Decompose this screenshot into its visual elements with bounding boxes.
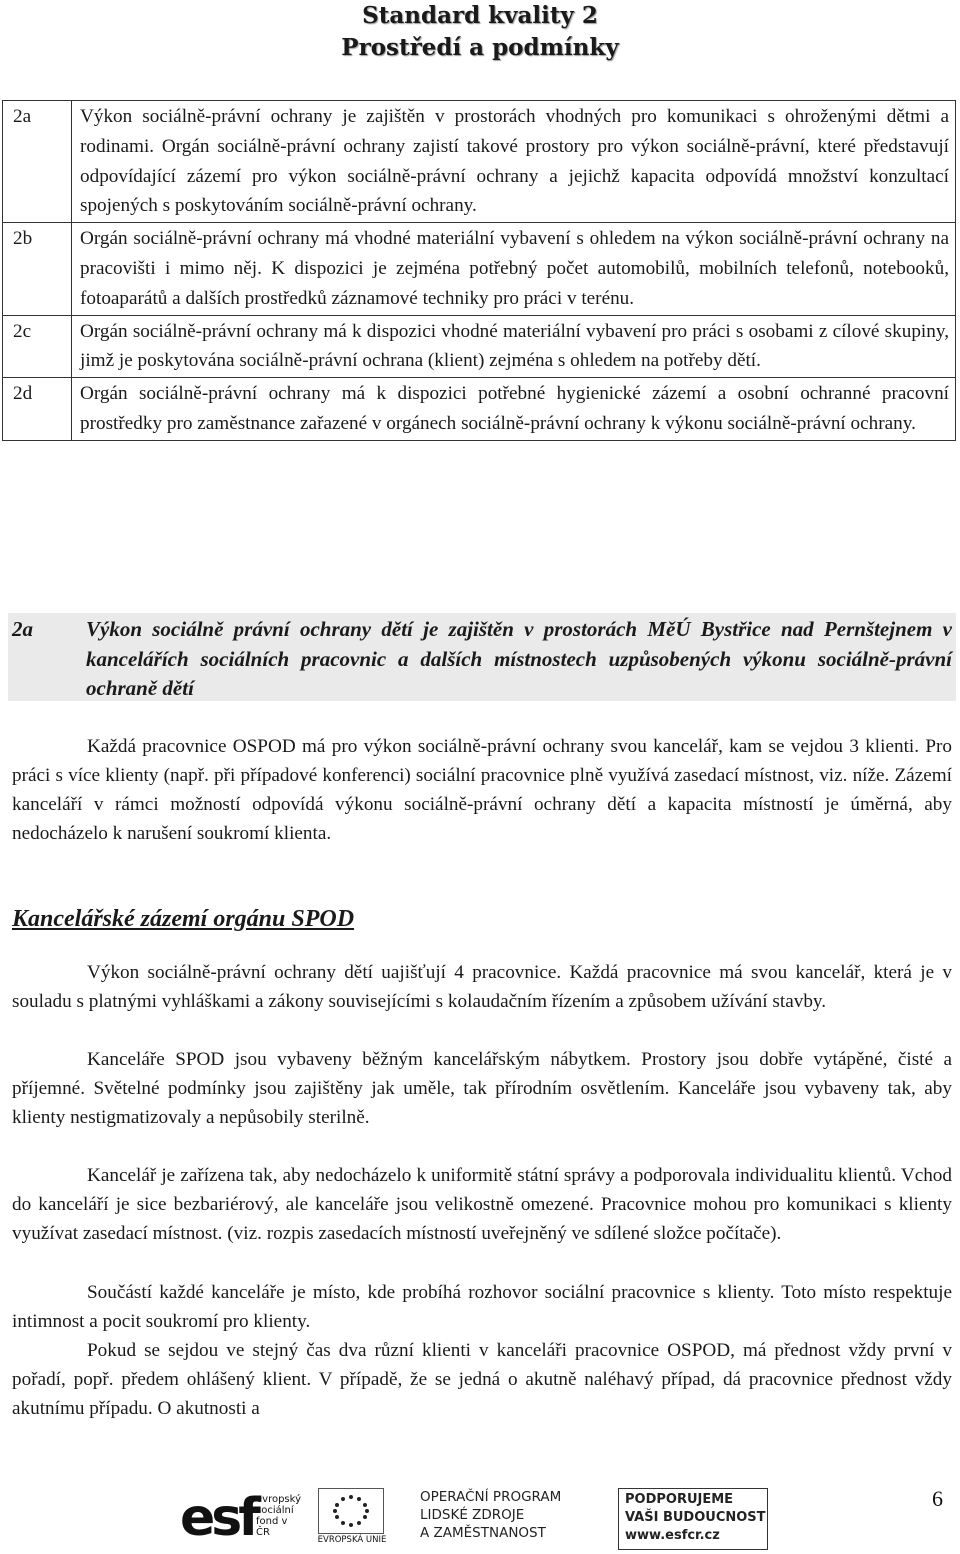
standard-code: 2a: [3, 101, 72, 223]
op-line: A ZAMĚSTNANOST: [420, 1525, 546, 1541]
page-subtitle: Prostředí a podmínky: [341, 34, 619, 61]
esf-caption-line: sociální: [256, 1505, 294, 1516]
eu-label: EVROPSKÁ UNIE: [317, 1535, 387, 1545]
paragraph: Výkon sociálně-právní ochrany dětí uajišťují 4 pracovnice. Každá pracovnice má svou kancelář, která je v souladu s platnými vyhláškami a zákony souvisejícími s kolaudačním řízením a způsobem užívání stavby.: [12, 962, 952, 1012]
table-row: [3, 223, 956, 315]
paragraph: Součástí každé kanceláře je místo, kde probíhá rozhovor sociální pracovnice s klienty. Toto místo respektuje intimnost a pocit soukromí pro klienty.: [12, 1282, 952, 1332]
page-number: 6: [932, 1486, 943, 1511]
standard-text: Orgán sociálně-právní ochrany má k dispozici vhodné materiální vybavení pro práci s osobami z cílové skupiny, jimž je poskytována sociálně-právní ochrana (klient) zejména s ohledem na potřeby dětí.: [72, 315, 956, 378]
section-heading: Kancelářské zázemí orgánu SPOD: [12, 906, 355, 932]
paragraph: Pokud se sejdou ve stejný čas dva různí klienti v kanceláři pracovnice OSPOD, má přednost vždy první v pořadí, popř. předem ohlášený klient. V případě, že se jedná o akutně naléhavý případ, dá pracovnice přednost vždy akutnímu případu. O akutnosti a: [12, 1340, 952, 1419]
esf-caption-line: fond v ČR: [256, 1516, 288, 1538]
op-line: LIDSKÉ ZDROJE: [420, 1507, 525, 1523]
standard-text: Orgán sociálně-právní ochrany má k dispozici potřebné hygienické zázemí a osobní ochranné pracovní prostředky pro zaměstnance zařazené v orgánech sociálně-právní ochrany k výkonu sociálně-právní ochrany.: [72, 378, 956, 441]
standard-text: Výkon sociálně-právní ochrany je zajištěn v prostorách vhodných pro komunikaci s ohroženými dětmi a rodinami. Orgán sociálně-právní ochrany zajistí takové prostory pro výkon sociálně-právní, které představují odpovídající zázemí pro výkon sociálně-právní ochrany a jejichž kapacita odpovídá množství konzultací spojených s poskytováním sociálně-právní ochrany.: [72, 101, 956, 223]
op-line: OPERAČNÍ PROGRAM: [420, 1489, 562, 1505]
op-logo: [420, 1488, 590, 1550]
paragraph: Kancelář je zařízena tak, aby nedocházelo k uniformitě státní správy a podporovala individualitu klientů. Vchod do kanceláří je sice bezbariérový, ale kanceláře jsou velikostně omezené. Pracovnice mohou pro komunikaci s klienty využívat zasedací místnost. (viz. rozpis zasedacích místností uveřejněný ve sdílené složce počítače).: [12, 1165, 952, 1244]
support-line: www.esfcr.cz: [625, 1528, 720, 1543]
standards-table: [2, 100, 956, 441]
table-row: [3, 378, 956, 441]
criterion-code: 2a: [12, 617, 33, 641]
table-row: [3, 315, 956, 378]
intro-paragraph: Každá pracovnice OSPOD má pro výkon sociálně-právní ochrany svou kancelář, kam se vejdou 3 klienti. Pro práci s více klienty (např. při případové konferenci) sociální pracovnice plně využívá zasedací místnost, viz. níže. Zázemí kanceláří v rámci možností odpovídá výkonu sociálně-právní ochrany dětí a kapacita místností je úměrná, aby nedocházelo k narušení soukromí klienta.: [12, 736, 952, 844]
eu-logo: [310, 1488, 390, 1548]
paragraph: Kanceláře SPOD jsou vybaveny běžným kancelářským nábytkem. Prostory jsou dobře vytápěné, čisté a příjemné. Světelné podmínky jsou zajištěny jak uměle, tak přírodním osvětlením. Kanceláře jsou vybaveny tak, aby klienty nestigmatizovaly a nepůsobily sterilně.: [12, 1049, 952, 1128]
standard-code: 2d: [3, 378, 72, 441]
esf-caption: [256, 1494, 301, 1538]
support-line: PODPORUJEME: [625, 1492, 734, 1507]
standard-code: 2c: [3, 315, 72, 378]
standard-code: 2b: [3, 223, 72, 315]
support-line: VAŠI BUDOUCNOST: [625, 1510, 766, 1525]
eu-flag-icon: [318, 1488, 384, 1534]
page-title: Standard kvality 2: [362, 2, 598, 29]
esf-logo: [180, 1488, 300, 1548]
page-header: [0, 0, 960, 64]
criterion-text: Výkon sociálně právní ochrany dětí je zajištěn v prostorách MěÚ Bystřice nad Pernštejnem v kancelářích sociálních pracovnic a dalších místnostech uzpůsobených výkonu sociálně-právní ochraně dětí: [86, 617, 952, 700]
criterion-heading: [8, 613, 956, 701]
table-row: [3, 101, 956, 223]
esf-mark: esf: [180, 1488, 257, 1548]
standard-text: Orgán sociálně-právní ochrany má vhodné materiální vybavení s ohledem na výkon sociálně-právní ochrany na pracovišti i mimo něj. K dispozici je zejména potřebný počet automobilů, mobilních telefonů, notebooků, fotoaparátů a dalších prostředků záznamové techniky pro práci v terénu.: [72, 223, 956, 315]
support-logo: [618, 1488, 768, 1550]
esf-caption-line: evropský: [256, 1494, 301, 1505]
footer: [180, 1480, 960, 1554]
